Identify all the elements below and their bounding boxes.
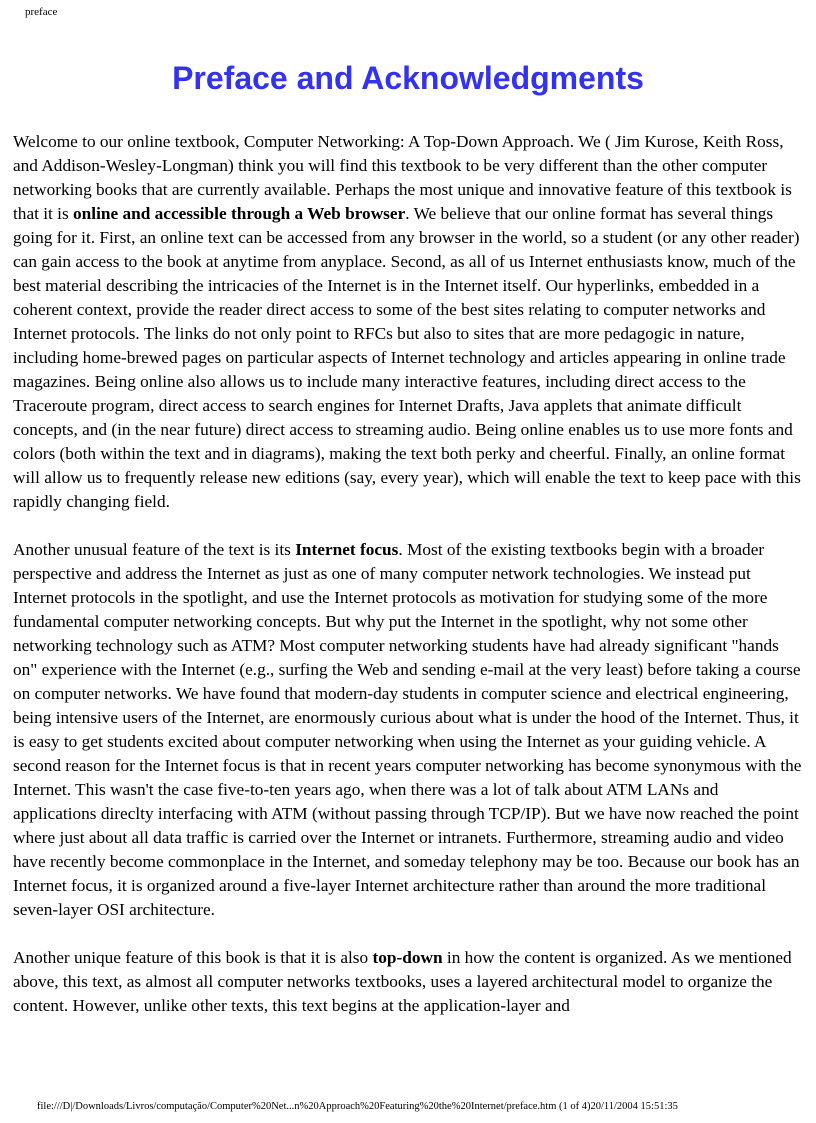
page-title: Preface and Acknowledgments bbox=[172, 60, 644, 96]
paragraph-text: Welcome to our online textbook, Computer Networking: A Top-Down Approach. We ( Jim Kurose, Keith Ross, and Addison-Wesley-Longman) think you will find this textbook to be very different than the other computer networking books that are currently available. Perhaps the most unique and innovative feature of this textbook is that it is bbox=[13, 132, 792, 223]
running-header: preface bbox=[25, 6, 58, 18]
running-footer: file:///D|/Downloads/Livros/computação/Computer%20Net...n%20Approach%20Featuring%20the%20Internet/preface.htm (1 of 4)20/11/2004 15:51:35 bbox=[37, 1101, 678, 1112]
paragraph-text: Another unique feature of this book is that it is also bbox=[13, 948, 373, 967]
paragraph-text: . We believe that our online format has several things going for it. First, an online text can be accessed from any browser in the world, so a student (or any other reader) can gain access to the book at anytime from anyplace. Second, as all of us Internet enthusiasts know, much of the best material describing the intricacies of the Internet is in the Internet itself. Our hyperlinks, embedded in a coherent context, provide the reader direct access to some of the best sites relating to computer networks and Internet protocols. The links do not only point to RFCs but also to sites that are more pedagogic in nature, including home-brewed pages on particular aspects of Internet technology and articles appearing in online trade magazines. Being online also allows us to include many interactive features, including direct access to the Traceroute program, direct access to search engines for Internet Drafts, Java applets that animate difficult concepts, and (in the near future) direct access to streaming audio. Being online enables us to use more fonts and colors (both within the text and in diagrams), making the text both perky and cheerful. Finally, an online format will allow us to frequently release new editions (say, every year), which will enable the text to keep pace with this rapidly changing field. bbox=[13, 204, 801, 511]
body-text bbox=[13, 130, 803, 1042]
paragraph-text: Another unusual feature of the text is its bbox=[13, 540, 296, 559]
paragraph-text: . Most of the existing textbooks begin with a broader perspective and address the Internet as just as one of many computer network technologies. We instead put Internet protocols in the spotlight, and use the Internet protocols as motivation for studying some of the more fundamental computer networking concepts. But why put the Internet in the spotlight, why not some other networking technology such as ATM? Most computer networking students have had already significant "hands on" experience with the Internet (e.g., surfing the Web and sending e-mail at the very least) before taking a course on computer networks. We have found that modern-day students in computer science and electrical engineering, being intensive users of the Internet, are enormously curious about what is under the hood of the Internet. Thus, it is easy to get students excited about computer networking when using the Internet as your guiding vehicle. A second reason for the Internet focus is that in recent years computer networking has become synonymous with the Internet. This wasn't the case five-to-ten years ago, when there was a lot of talk about ATM LANs and applications direclty interfacing with ATM (without passing through TCP/IP). But we have now reached the point where just about all data traffic is carried over the Internet or intranets. Furthermore, streaming audio and video have recently become commonplace in the Internet, and someday telephony may be too. Because our book has an Internet focus, it is organized around a five-layer Internet architecture rather than around the more traditional seven-layer OSI architecture. bbox=[13, 540, 802, 919]
emphasis-top-down: top-down bbox=[372, 948, 443, 967]
emphasis-internet-focus: Internet focus bbox=[295, 540, 399, 559]
paragraph-online-format bbox=[13, 130, 803, 514]
emphasis-online-browser: online and accessible through a Web browser bbox=[73, 204, 406, 223]
paragraph-top-down bbox=[13, 946, 803, 1018]
paragraph-text: in how the content is organized. As we mentioned above, this text, as almost all computer networks textbooks, uses a layered architectural model to organize the content. However, unlike other texts, this text begins at the application-layer and bbox=[13, 948, 792, 1015]
paragraph-internet-focus bbox=[13, 538, 803, 922]
